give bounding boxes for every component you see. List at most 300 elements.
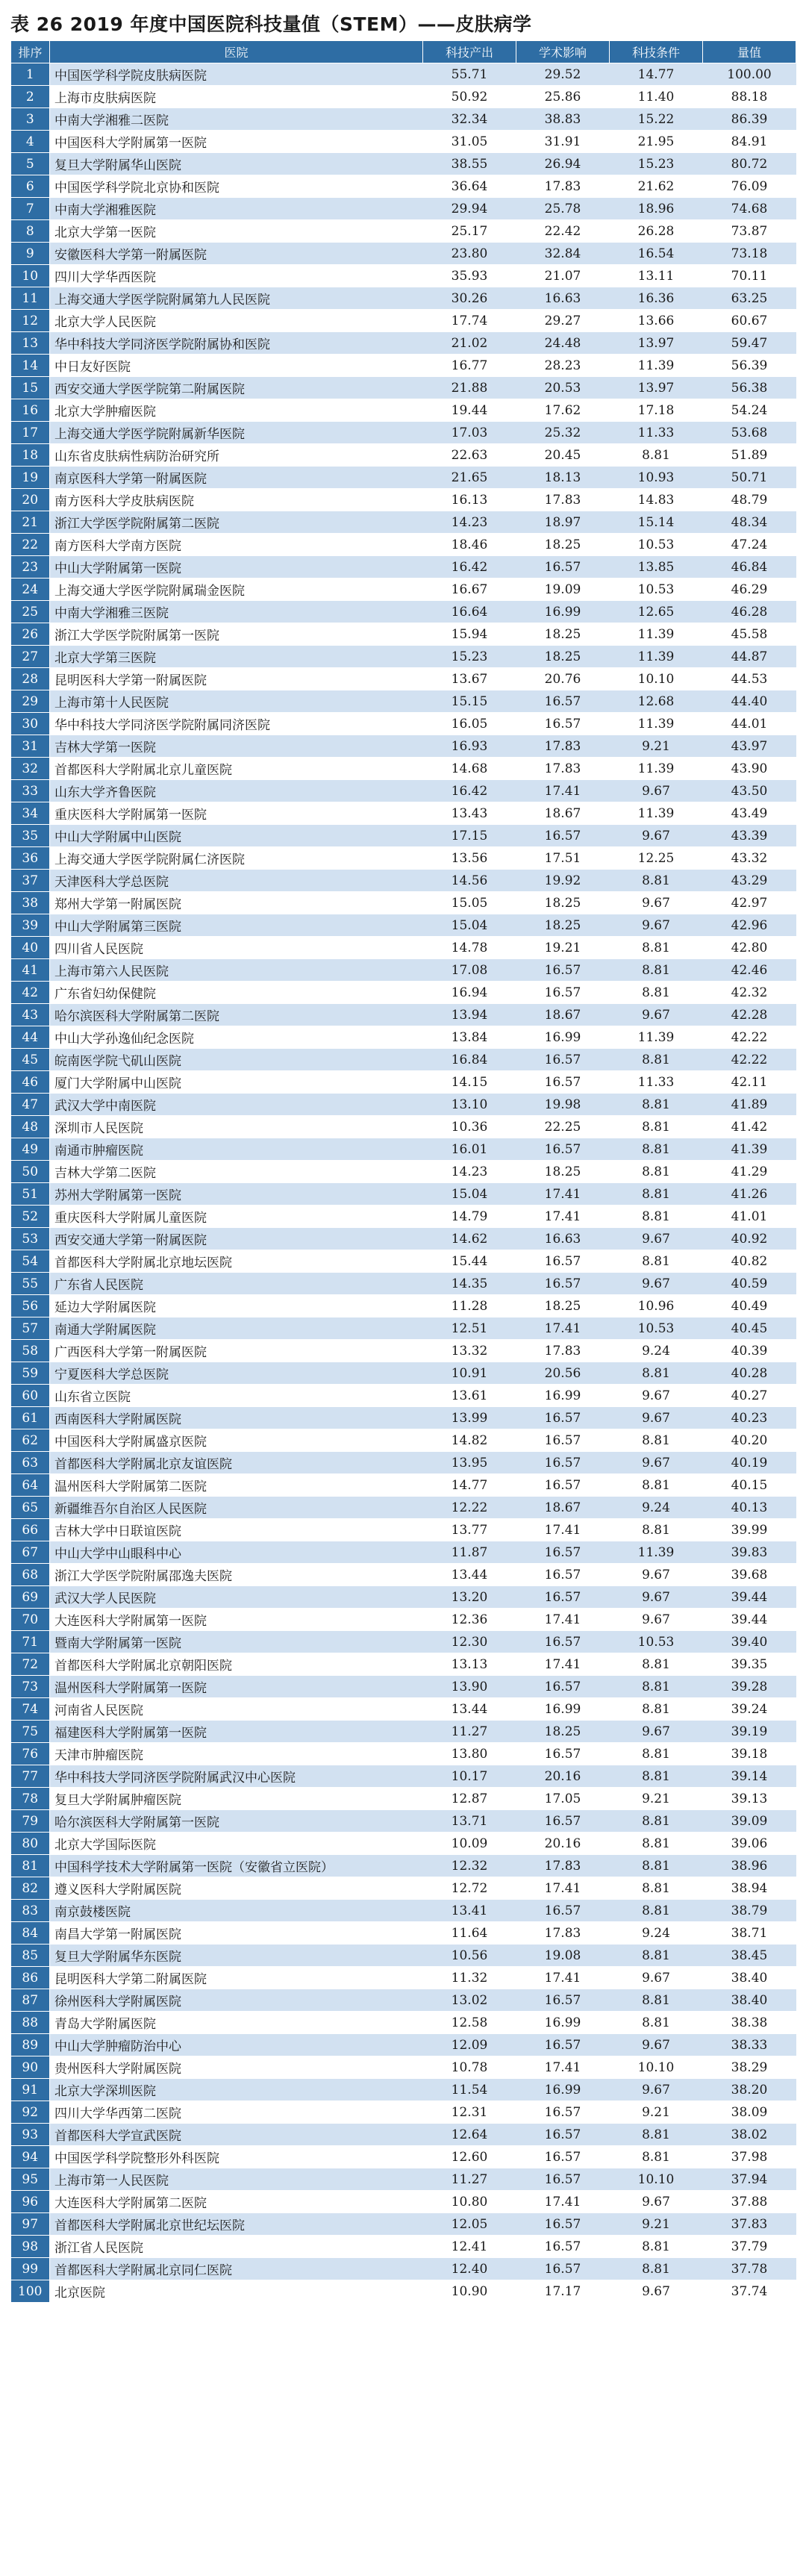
conditions-cell: 15.14 bbox=[610, 511, 703, 534]
rank-cell: 19 bbox=[11, 467, 50, 489]
table-row bbox=[11, 870, 796, 892]
rank-cell: 73 bbox=[11, 1676, 50, 1698]
hospital-cell: 北京医院 bbox=[50, 2280, 423, 2303]
score-cell: 53.68 bbox=[703, 422, 796, 444]
impact-cell: 17.83 bbox=[516, 175, 610, 198]
conditions-cell: 13.85 bbox=[610, 556, 703, 578]
rank-cell: 11 bbox=[11, 287, 50, 310]
conditions-cell: 9.21 bbox=[610, 1788, 703, 1810]
table-row bbox=[11, 1698, 796, 1721]
rank-cell: 44 bbox=[11, 1026, 50, 1049]
rank-cell: 75 bbox=[11, 1721, 50, 1743]
table-row bbox=[11, 1721, 796, 1743]
output-cell: 16.67 bbox=[423, 578, 516, 601]
conditions-cell: 8.81 bbox=[610, 1094, 703, 1116]
rank-cell: 2 bbox=[11, 86, 50, 108]
table-row bbox=[11, 982, 796, 1004]
hospital-cell: 四川省人民医院 bbox=[50, 937, 423, 959]
rank-cell: 4 bbox=[11, 131, 50, 153]
rank-cell: 47 bbox=[11, 1094, 50, 1116]
hospital-cell: 首都医科大学附属北京世纪坛医院 bbox=[50, 2213, 423, 2236]
conditions-cell: 9.67 bbox=[610, 780, 703, 802]
impact-cell: 16.99 bbox=[516, 2012, 610, 2034]
rank-cell: 29 bbox=[11, 690, 50, 713]
rank-cell: 56 bbox=[11, 1295, 50, 1317]
conditions-cell: 8.81 bbox=[610, 1049, 703, 1071]
table-row bbox=[11, 2101, 796, 2124]
conditions-cell: 8.81 bbox=[610, 1743, 703, 1765]
hospital-cell: 上海市第十人民医院 bbox=[50, 690, 423, 713]
hospital-cell: 上海交通大学医学院附属第九人民医院 bbox=[50, 287, 423, 310]
impact-cell: 16.57 bbox=[516, 2168, 610, 2191]
hospital-cell: 哈尔滨医科大学附属第二医院 bbox=[50, 1004, 423, 1026]
conditions-cell: 26.28 bbox=[610, 220, 703, 243]
score-cell: 70.11 bbox=[703, 265, 796, 287]
conditions-cell: 8.81 bbox=[610, 2012, 703, 2034]
impact-cell: 16.57 bbox=[516, 1250, 610, 1273]
output-cell: 11.27 bbox=[423, 2168, 516, 2191]
score-cell: 41.26 bbox=[703, 1183, 796, 1206]
score-cell: 37.88 bbox=[703, 2191, 796, 2213]
score-cell: 39.40 bbox=[703, 1631, 796, 1653]
output-cell: 12.32 bbox=[423, 1855, 516, 1877]
score-cell: 41.39 bbox=[703, 1138, 796, 1161]
table-row bbox=[11, 1676, 796, 1698]
score-cell: 100.00 bbox=[703, 63, 796, 86]
output-cell: 12.72 bbox=[423, 1877, 516, 1900]
output-cell: 50.92 bbox=[423, 86, 516, 108]
score-cell: 42.22 bbox=[703, 1049, 796, 1071]
impact-cell: 19.21 bbox=[516, 937, 610, 959]
table-row bbox=[11, 2146, 796, 2168]
table-row bbox=[11, 1653, 796, 1676]
rank-cell: 31 bbox=[11, 735, 50, 758]
conditions-cell: 8.81 bbox=[610, 1206, 703, 1228]
hospital-cell: 西安交通大学医学院第二附属医院 bbox=[50, 377, 423, 399]
table-row bbox=[11, 422, 796, 444]
impact-cell: 17.41 bbox=[516, 1519, 610, 1541]
output-cell: 16.42 bbox=[423, 556, 516, 578]
output-cell: 13.10 bbox=[423, 1094, 516, 1116]
hospital-cell: 天津市肿瘤医院 bbox=[50, 1743, 423, 1765]
output-cell: 13.44 bbox=[423, 1698, 516, 1721]
table-row bbox=[11, 2191, 796, 2213]
score-cell: 38.94 bbox=[703, 1877, 796, 1900]
impact-cell: 20.16 bbox=[516, 1833, 610, 1855]
table-row bbox=[11, 1564, 796, 1586]
conditions-cell: 11.39 bbox=[610, 646, 703, 668]
score-cell: 43.97 bbox=[703, 735, 796, 758]
score-cell: 40.59 bbox=[703, 1273, 796, 1295]
hospital-cell: 中国医学科学院皮肤病医院 bbox=[50, 63, 423, 86]
rank-cell: 18 bbox=[11, 444, 50, 467]
score-cell: 43.32 bbox=[703, 847, 796, 870]
score-cell: 39.14 bbox=[703, 1765, 796, 1788]
score-cell: 40.23 bbox=[703, 1407, 796, 1429]
score-cell: 39.35 bbox=[703, 1653, 796, 1676]
impact-cell: 16.63 bbox=[516, 1228, 610, 1250]
score-cell: 88.18 bbox=[703, 86, 796, 108]
rank-cell: 99 bbox=[11, 2258, 50, 2280]
hospital-cell: 上海市皮肤病医院 bbox=[50, 86, 423, 108]
score-cell: 54.24 bbox=[703, 399, 796, 422]
conditions-cell: 11.39 bbox=[610, 1026, 703, 1049]
impact-cell: 16.99 bbox=[516, 1698, 610, 1721]
score-cell: 42.28 bbox=[703, 1004, 796, 1026]
impact-cell: 19.98 bbox=[516, 1094, 610, 1116]
table-row bbox=[11, 153, 796, 175]
conditions-cell: 11.39 bbox=[610, 713, 703, 735]
conditions-cell: 11.39 bbox=[610, 355, 703, 377]
hospital-cell: 首都医科大学附属北京地坛医院 bbox=[50, 1250, 423, 1273]
table-row bbox=[11, 1273, 796, 1295]
table-row bbox=[11, 713, 796, 735]
rank-cell: 67 bbox=[11, 1541, 50, 1564]
hospital-cell: 哈尔滨医科大学附属第一医院 bbox=[50, 1810, 423, 1833]
output-cell: 22.63 bbox=[423, 444, 516, 467]
hospital-cell: 中山大学附属中山医院 bbox=[50, 825, 423, 847]
impact-cell: 17.83 bbox=[516, 735, 610, 758]
hospital-cell: 安徽医科大学第一附属医院 bbox=[50, 243, 423, 265]
hospital-cell: 中南大学湘雅三医院 bbox=[50, 601, 423, 623]
table-row bbox=[11, 601, 796, 623]
rank-cell: 76 bbox=[11, 1743, 50, 1765]
hospital-cell: 延边大学附属医院 bbox=[50, 1295, 423, 1317]
rank-cell: 7 bbox=[11, 198, 50, 220]
table-title: 表 26 2019 年度中国医院科技量值（STEM）——皮肤病学 bbox=[10, 13, 532, 35]
conditions-cell: 9.67 bbox=[610, 2079, 703, 2101]
output-cell: 13.20 bbox=[423, 1586, 516, 1609]
hospital-cell: 上海交通大学医学院附属新华医院 bbox=[50, 422, 423, 444]
table-row bbox=[11, 1586, 796, 1609]
score-cell: 44.87 bbox=[703, 646, 796, 668]
score-cell: 42.46 bbox=[703, 959, 796, 982]
impact-cell: 29.27 bbox=[516, 310, 610, 332]
conditions-cell: 11.39 bbox=[610, 802, 703, 825]
output-cell: 13.13 bbox=[423, 1653, 516, 1676]
hospital-cell: 中南大学湘雅医院 bbox=[50, 198, 423, 220]
impact-cell: 17.41 bbox=[516, 780, 610, 802]
conditions-cell: 8.81 bbox=[610, 1362, 703, 1385]
rank-cell: 41 bbox=[11, 959, 50, 982]
impact-cell: 16.57 bbox=[516, 825, 610, 847]
impact-cell: 18.25 bbox=[516, 646, 610, 668]
conditions-cell: 16.54 bbox=[610, 243, 703, 265]
hospital-cell: 徐州医科大学附属医院 bbox=[50, 1989, 423, 2012]
rank-cell: 23 bbox=[11, 556, 50, 578]
rank-cell: 60 bbox=[11, 1385, 50, 1407]
output-cell: 13.95 bbox=[423, 1452, 516, 1474]
rank-cell: 35 bbox=[11, 825, 50, 847]
output-cell: 12.22 bbox=[423, 1497, 516, 1519]
conditions-cell: 9.67 bbox=[610, 825, 703, 847]
rank-cell: 15 bbox=[11, 377, 50, 399]
output-cell: 11.32 bbox=[423, 1967, 516, 1989]
table-row bbox=[11, 131, 796, 153]
hospital-cell: 南通市肿瘤医院 bbox=[50, 1138, 423, 1161]
score-cell: 51.89 bbox=[703, 444, 796, 467]
rank-cell: 62 bbox=[11, 1429, 50, 1452]
conditions-cell: 17.18 bbox=[610, 399, 703, 422]
impact-cell: 16.57 bbox=[516, 2124, 610, 2146]
rank-cell: 89 bbox=[11, 2034, 50, 2056]
impact-cell: 17.41 bbox=[516, 1183, 610, 1206]
hospital-cell: 广西医科大学第一附属医院 bbox=[50, 1340, 423, 1362]
score-cell: 39.19 bbox=[703, 1721, 796, 1743]
output-cell: 17.08 bbox=[423, 959, 516, 982]
output-cell: 12.09 bbox=[423, 2034, 516, 2056]
rank-cell: 69 bbox=[11, 1586, 50, 1609]
hospital-cell: 吉林大学第一医院 bbox=[50, 735, 423, 758]
table-row bbox=[11, 2012, 796, 2034]
impact-cell: 16.57 bbox=[516, 982, 610, 1004]
conditions-cell: 9.67 bbox=[610, 1273, 703, 1295]
hospital-cell: 上海交通大学医学院附属瑞金医院 bbox=[50, 578, 423, 601]
table-row bbox=[11, 1945, 796, 1967]
output-cell: 11.64 bbox=[423, 1922, 516, 1945]
hospital-cell: 重庆医科大学附属第一医院 bbox=[50, 802, 423, 825]
table-row bbox=[11, 937, 796, 959]
impact-cell: 38.83 bbox=[516, 108, 610, 131]
rank-cell: 86 bbox=[11, 1967, 50, 1989]
output-cell: 12.87 bbox=[423, 1788, 516, 1810]
hospital-cell: 河南省人民医院 bbox=[50, 1698, 423, 1721]
conditions-cell: 8.81 bbox=[610, 2258, 703, 2280]
table-row bbox=[11, 1922, 796, 1945]
rank-cell: 100 bbox=[11, 2280, 50, 2303]
score-cell: 56.38 bbox=[703, 377, 796, 399]
output-cell: 21.88 bbox=[423, 377, 516, 399]
impact-cell: 16.57 bbox=[516, 1900, 610, 1922]
score-cell: 38.40 bbox=[703, 1967, 796, 1989]
output-cell: 15.94 bbox=[423, 623, 516, 646]
hospital-cell: 山东省立医院 bbox=[50, 1385, 423, 1407]
table-row bbox=[11, 1138, 796, 1161]
output-cell: 21.65 bbox=[423, 467, 516, 489]
score-cell: 50.71 bbox=[703, 467, 796, 489]
rank-cell: 93 bbox=[11, 2124, 50, 2146]
conditions-cell: 18.96 bbox=[610, 198, 703, 220]
impact-cell: 17.83 bbox=[516, 489, 610, 511]
conditions-cell: 8.81 bbox=[610, 1161, 703, 1183]
impact-cell: 19.08 bbox=[516, 1945, 610, 1967]
conditions-cell: 16.36 bbox=[610, 287, 703, 310]
hospital-cell: 大连医科大学附属第一医院 bbox=[50, 1609, 423, 1631]
conditions-cell: 9.67 bbox=[610, 1452, 703, 1474]
hospital-cell: 北京大学第三医院 bbox=[50, 646, 423, 668]
conditions-cell: 8.81 bbox=[610, 2236, 703, 2258]
score-cell: 40.13 bbox=[703, 1497, 796, 1519]
hospital-cell: 广东省妇幼保健院 bbox=[50, 982, 423, 1004]
hospital-cell: 北京大学第一医院 bbox=[50, 220, 423, 243]
table-row bbox=[11, 578, 796, 601]
hospital-cell: 复旦大学附属华东医院 bbox=[50, 1945, 423, 1967]
rank-cell: 46 bbox=[11, 1071, 50, 1094]
conditions-cell: 8.81 bbox=[610, 982, 703, 1004]
table-row bbox=[11, 1452, 796, 1474]
score-cell: 38.20 bbox=[703, 2079, 796, 2101]
rank-cell: 22 bbox=[11, 534, 50, 556]
table-row bbox=[11, 646, 796, 668]
rank-cell: 80 bbox=[11, 1833, 50, 1855]
impact-cell: 25.86 bbox=[516, 86, 610, 108]
score-cell: 40.19 bbox=[703, 1452, 796, 1474]
hospital-cell: 大连医科大学附属第二医院 bbox=[50, 2191, 423, 2213]
impact-cell: 18.67 bbox=[516, 1497, 610, 1519]
table-row bbox=[11, 444, 796, 467]
output-cell: 14.23 bbox=[423, 511, 516, 534]
output-cell: 13.99 bbox=[423, 1407, 516, 1429]
impact-cell: 31.91 bbox=[516, 131, 610, 153]
score-cell: 38.38 bbox=[703, 2012, 796, 2034]
score-cell: 39.99 bbox=[703, 1519, 796, 1541]
hospital-cell: 深圳市人民医院 bbox=[50, 1116, 423, 1138]
table-row bbox=[11, 959, 796, 982]
impact-cell: 16.57 bbox=[516, 1541, 610, 1564]
table-row bbox=[11, 2124, 796, 2146]
impact-cell: 25.78 bbox=[516, 198, 610, 220]
output-cell: 15.44 bbox=[423, 1250, 516, 1273]
table-row bbox=[11, 534, 796, 556]
output-cell: 10.36 bbox=[423, 1116, 516, 1138]
conditions-cell: 14.77 bbox=[610, 63, 703, 86]
hospital-cell: 山东省皮肤病性病防治研究所 bbox=[50, 444, 423, 467]
rank-cell: 16 bbox=[11, 399, 50, 422]
hospital-cell: 四川大学华西医院 bbox=[50, 265, 423, 287]
hospital-cell: 华中科技大学同济医学院附属协和医院 bbox=[50, 332, 423, 355]
rank-cell: 12 bbox=[11, 310, 50, 332]
output-cell: 55.71 bbox=[423, 63, 516, 86]
table-row bbox=[11, 1340, 796, 1362]
conditions-cell: 15.23 bbox=[610, 153, 703, 175]
table-row bbox=[11, 1810, 796, 1833]
hospital-cell: 天津医科大学总医院 bbox=[50, 870, 423, 892]
score-cell: 43.90 bbox=[703, 758, 796, 780]
output-cell: 13.41 bbox=[423, 1900, 516, 1922]
impact-cell: 17.41 bbox=[516, 1206, 610, 1228]
table-row bbox=[11, 489, 796, 511]
rank-cell: 37 bbox=[11, 870, 50, 892]
hospital-cell: 郑州大学第一附属医院 bbox=[50, 892, 423, 914]
table-row bbox=[11, 1295, 796, 1317]
output-cell: 13.02 bbox=[423, 1989, 516, 2012]
output-cell: 17.15 bbox=[423, 825, 516, 847]
hospital-cell: 南通大学附属医院 bbox=[50, 1317, 423, 1340]
output-cell: 19.44 bbox=[423, 399, 516, 422]
score-cell: 37.83 bbox=[703, 2213, 796, 2236]
impact-cell: 16.57 bbox=[516, 1631, 610, 1653]
hospital-cell: 中山大学附属第一医院 bbox=[50, 556, 423, 578]
rank-cell: 48 bbox=[11, 1116, 50, 1138]
score-cell: 43.50 bbox=[703, 780, 796, 802]
hospital-cell: 南京鼓楼医院 bbox=[50, 1900, 423, 1922]
score-cell: 37.74 bbox=[703, 2280, 796, 2303]
conditions-cell: 11.39 bbox=[610, 758, 703, 780]
table-row bbox=[11, 2213, 796, 2236]
rank-cell: 55 bbox=[11, 1273, 50, 1295]
table-row bbox=[11, 175, 796, 198]
score-cell: 46.28 bbox=[703, 601, 796, 623]
table-row bbox=[11, 1071, 796, 1094]
output-cell: 30.26 bbox=[423, 287, 516, 310]
conditions-cell: 8.81 bbox=[610, 1989, 703, 2012]
impact-cell: 20.56 bbox=[516, 1362, 610, 1385]
score-cell: 40.15 bbox=[703, 1474, 796, 1497]
table-row bbox=[11, 1407, 796, 1429]
table-row bbox=[11, 1429, 796, 1452]
hospital-cell: 南方医科大学皮肤病医院 bbox=[50, 489, 423, 511]
table-row bbox=[11, 892, 796, 914]
score-cell: 41.42 bbox=[703, 1116, 796, 1138]
rank-cell: 94 bbox=[11, 2146, 50, 2168]
impact-cell: 16.57 bbox=[516, 1138, 610, 1161]
output-cell: 16.77 bbox=[423, 355, 516, 377]
impact-cell: 19.92 bbox=[516, 870, 610, 892]
impact-cell: 18.25 bbox=[516, 623, 610, 646]
rank-cell: 49 bbox=[11, 1138, 50, 1161]
hospital-cell: 重庆医科大学附属儿童医院 bbox=[50, 1206, 423, 1228]
table-row bbox=[11, 355, 796, 377]
conditions-cell: 9.67 bbox=[610, 2280, 703, 2303]
hospital-cell: 遵义医科大学附属医院 bbox=[50, 1877, 423, 1900]
impact-cell: 16.57 bbox=[516, 1564, 610, 1586]
impact-cell: 16.57 bbox=[516, 2236, 610, 2258]
table-row bbox=[11, 623, 796, 646]
impact-cell: 18.25 bbox=[516, 914, 610, 937]
rank-cell: 13 bbox=[11, 332, 50, 355]
rank-cell: 68 bbox=[11, 1564, 50, 1586]
output-cell: 14.82 bbox=[423, 1429, 516, 1452]
conditions-cell: 13.66 bbox=[610, 310, 703, 332]
score-cell: 38.29 bbox=[703, 2056, 796, 2079]
rank-cell: 64 bbox=[11, 1474, 50, 1497]
table-row bbox=[11, 1116, 796, 1138]
conditions-cell: 8.81 bbox=[610, 1855, 703, 1877]
hospital-cell: 中国科学技术大学附属第一医院（安徽省立医院） bbox=[50, 1855, 423, 1877]
conditions-cell: 12.68 bbox=[610, 690, 703, 713]
impact-cell: 16.57 bbox=[516, 1071, 610, 1094]
output-cell: 12.58 bbox=[423, 2012, 516, 2034]
table-row bbox=[11, 1161, 796, 1183]
score-cell: 39.24 bbox=[703, 1698, 796, 1721]
impact-cell: 16.57 bbox=[516, 713, 610, 735]
score-cell: 60.67 bbox=[703, 310, 796, 332]
rank-cell: 51 bbox=[11, 1183, 50, 1206]
hospital-cell: 温州医科大学附属第二医院 bbox=[50, 1474, 423, 1497]
table-row bbox=[11, 511, 796, 534]
rank-cell: 77 bbox=[11, 1765, 50, 1788]
output-cell: 13.67 bbox=[423, 668, 516, 690]
rank-cell: 53 bbox=[11, 1228, 50, 1250]
score-cell: 74.68 bbox=[703, 198, 796, 220]
rank-cell: 63 bbox=[11, 1452, 50, 1474]
hospital-cell: 温州医科大学附属第一医院 bbox=[50, 1676, 423, 1698]
table-row bbox=[11, 1855, 796, 1877]
impact-cell: 17.41 bbox=[516, 2056, 610, 2079]
score-cell: 41.89 bbox=[703, 1094, 796, 1116]
table-row bbox=[11, 86, 796, 108]
table-row bbox=[11, 1541, 796, 1564]
table-row bbox=[11, 2034, 796, 2056]
impact-cell: 28.23 bbox=[516, 355, 610, 377]
conditions-cell: 8.81 bbox=[610, 1250, 703, 1273]
conditions-cell: 10.53 bbox=[610, 578, 703, 601]
rank-cell: 82 bbox=[11, 1877, 50, 1900]
table-row bbox=[11, 690, 796, 713]
rank-cell: 30 bbox=[11, 713, 50, 735]
rank-cell: 9 bbox=[11, 243, 50, 265]
conditions-cell: 12.65 bbox=[610, 601, 703, 623]
